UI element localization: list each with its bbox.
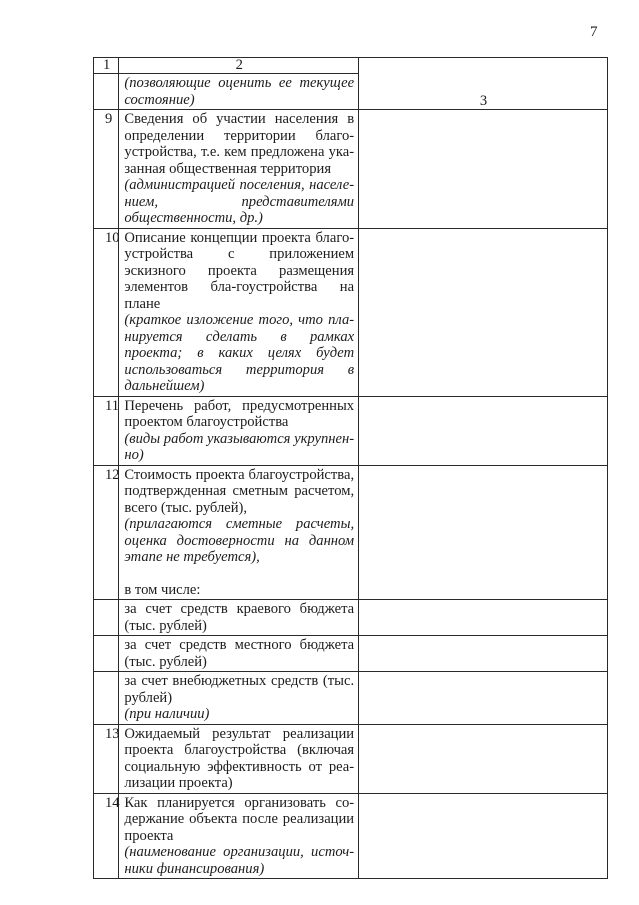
row-value-field[interactable]	[359, 724, 608, 793]
row-value-field[interactable]	[359, 600, 608, 636]
continuation-desc-cell	[119, 74, 359, 110]
row-value-field[interactable]	[359, 396, 608, 465]
header-col-3: 3	[359, 58, 608, 110]
row-value-field[interactable]	[359, 465, 608, 600]
row-value-field[interactable]	[359, 636, 608, 672]
row-main-text: за счет внебюджетных средств (тыс. рублей)	[124, 673, 355, 706]
table-subrow	[94, 636, 608, 672]
row-number: 9	[94, 110, 119, 229]
row-description	[119, 636, 359, 672]
row-main-text: за счет средств местного бюджета (тыс. рублей)	[124, 637, 355, 670]
row-main-text: Описание концепции проекта благо-устройства с приложением эскизного проекта размещения элементов бла-гоустройства на плане	[124, 229, 355, 312]
row-note: (администрацией поселения, населе-нием, представителями общественности, др.)	[124, 177, 355, 226]
row-value-field[interactable]	[359, 228, 608, 396]
row-number: 11	[94, 396, 119, 465]
header-col-2: 2	[119, 58, 359, 74]
row-description	[119, 600, 359, 636]
row-description	[119, 724, 359, 793]
header-col-1: 1	[94, 58, 119, 74]
table-header-row	[94, 58, 608, 74]
table-subrow	[94, 672, 608, 725]
row-note: (прилагаются сметные расчеты, оценка достоверности на данном этапе не требуется),	[124, 516, 355, 565]
row-gap	[124, 566, 354, 582]
row-main-text: Как планируется организовать со-держание объекта после реализации проекта	[124, 794, 355, 844]
row-note: (при наличии)	[124, 706, 210, 722]
continuation-note: (позволяющие оценить ее текущее состояние)	[124, 75, 355, 108]
row-main-text: Ожидаемый результат реализации проекта благоустройства (включая социальную эффективность от реа-лизации проекта)	[124, 725, 355, 791]
page-number: 7	[590, 24, 598, 40]
row-number: 10	[94, 228, 119, 396]
continuation-num-cell	[94, 74, 119, 110]
row-number: 14	[94, 793, 119, 879]
row-description	[119, 793, 359, 879]
row-number	[94, 672, 119, 725]
table-row	[94, 465, 608, 600]
row-note: (наименование организации, источ-ники финансирования)	[124, 844, 355, 877]
row-number	[94, 600, 119, 636]
table-row	[94, 793, 608, 879]
table-row	[94, 724, 608, 793]
row-main-text: Стоимость проекта благоустройства, подтвержденная сметным расчетом, всего (тыс. рублей),	[124, 466, 355, 516]
row-description	[119, 110, 359, 229]
row-description	[119, 396, 359, 465]
table-row	[94, 396, 608, 465]
row-number	[94, 636, 119, 672]
row-description	[119, 228, 359, 396]
row-tail-text: в том числе:	[124, 581, 201, 598]
row-description	[119, 465, 359, 600]
row-value-field[interactable]	[359, 110, 608, 229]
row-value-field[interactable]	[359, 672, 608, 725]
row-note: (краткое изложение того, что пла-нируется сделать в рамках проекта; в каких целях будет использоваться территория в дальнейшем)	[124, 312, 355, 394]
row-description	[119, 672, 359, 725]
table-subrow	[94, 600, 608, 636]
table-row	[94, 110, 608, 229]
row-value-field[interactable]	[359, 793, 608, 879]
table-row	[94, 228, 608, 396]
row-main-text: Сведения об участии населения в определении территории благо-устройства, т.е. кем предложена ука-занная общественная территория	[124, 111, 355, 177]
row-note: (виды работ указываются укрупнен-но)	[124, 430, 355, 463]
row-number: 12	[94, 465, 119, 600]
row-number: 13	[94, 724, 119, 793]
row-main-text: за счет средств краевого бюджета (тыс. рублей)	[124, 601, 355, 634]
row-main-text: Перечень работ, предусмотренных проектом благоустройства	[124, 397, 355, 430]
application-form-table	[93, 57, 608, 879]
